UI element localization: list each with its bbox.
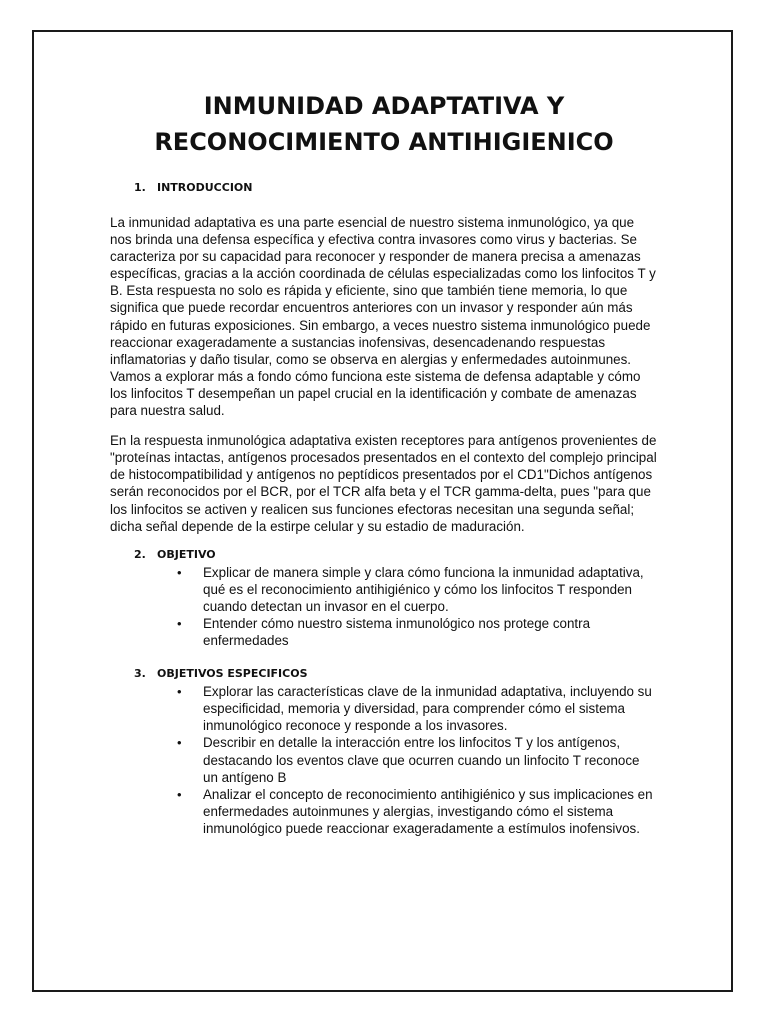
list-item-text: Analizar el concepto de reconocimiento antihigiénico y sus implicaciones en enfermedades autoinmunes y alergias, investigando cómo el sistema inmunológico puede reaccionar exageradamente a estímulos inofensivos. xyxy=(203,786,653,836)
section-number: 3. xyxy=(134,667,146,681)
intro-paragraph-2: En la respuesta inmunológica adaptativa existen receptores para antígenos provenientes de "proteínas intactas, antígenos procesados presentados en el contexto del complejo principal de histocompatibilidad y antígenos no peptídicos presentados por el CD1"Dichos antígenos serán reconocidos por el BCR, por el TCR alfa beta y el TCR gamma-delta, pues "para que los linfocitos se activen y realicen sus funciones efectoras necesitan una segunda señal; dicha señal depende de la estirpe celular y su estadio de maduración. xyxy=(110,433,657,534)
bullet-icon: • xyxy=(177,786,182,802)
list-item-text: Entender cómo nuestro sistema inmunológico nos protege contra enfermedades xyxy=(203,615,591,649)
section-title: INTRODUCCION xyxy=(157,181,253,194)
bullet-icon: • xyxy=(177,735,182,751)
list-item xyxy=(177,683,658,734)
bullet-icon: • xyxy=(177,615,182,631)
list-item xyxy=(177,734,658,785)
objetivo-list xyxy=(110,564,658,649)
bullet-icon: • xyxy=(177,684,182,700)
list-item-text: Explicar de manera simple y clara cómo funciona la inmunidad adaptativa, qué es el reconocimiento antihigiénico y cómo los linfocitos T responden cuando detectan un invasor en el cuerpo. xyxy=(203,564,644,614)
objetivos-especificos-list xyxy=(110,683,658,837)
list-item-text: Describir en detalle la interacción entre los linfocitos T y los antígenos, destacando los eventos clave que ocurren cuando un linfocito T reconoce un antígeno B xyxy=(203,735,640,785)
list-item-text: Explorar las características clave de la inmunidad adaptativa, incluyendo su especificidad, memoria y diversidad, para comprender cómo el sistema inmunológico reconoce y responde a los invasores. xyxy=(203,684,652,734)
section-heading-introduccion xyxy=(134,180,658,196)
section-number: 2. xyxy=(134,547,146,561)
title-line-1: INMUNIDAD ADAPTATIVA Y xyxy=(203,92,565,120)
list-item xyxy=(177,786,658,837)
intro-paragraph-1: La inmunidad adaptativa es una parte esencial de nuestro sistema inmunológico, ya que nos brinda una defensa específica y efectiva contra invasores como virus y bacterias. Se caracteriza por su capacidad para reconocer y responder de manera precisa a amenazas específicas, gracias a la acción coordinada de células especializadas como los linfocitos T y B. Esta respuesta no solo es rápida y eficiente, sino que también tiene memoria, lo que significa que puede recordar encuentros anteriores con un invasor y responder aún más rápido en futuras exposiciones. Sin embargo, a veces nuestro sistema inmunológico puede reaccionar exageradamente a sustancias inofensivas, desencadenando respuestas inflamatorias y daño tisular, como se observa en alergias y enfermedades autoinmunes. Vamos a explorar más a fondo cómo funciona este sistema de defensa adaptable y cómo los linfocitos T desempeñan un papel crucial en la identificación y combate de amenazas para nuestra salud. xyxy=(110,215,656,419)
document-title xyxy=(110,88,658,160)
title-line-2: RECONOCIMIENTO ANTIHIGIENICO xyxy=(154,128,614,156)
section-number: 1. xyxy=(134,181,146,194)
bullet-icon: • xyxy=(177,564,182,580)
section-title: OBJETIVOS ESPECIFICOS xyxy=(157,667,308,681)
section-heading-objetivo xyxy=(134,547,658,563)
section-title: OBJETIVO xyxy=(157,547,216,561)
list-item xyxy=(177,564,658,615)
document-body xyxy=(110,88,658,837)
list-item xyxy=(177,615,658,649)
section-heading-objetivos-especificos xyxy=(134,666,658,682)
